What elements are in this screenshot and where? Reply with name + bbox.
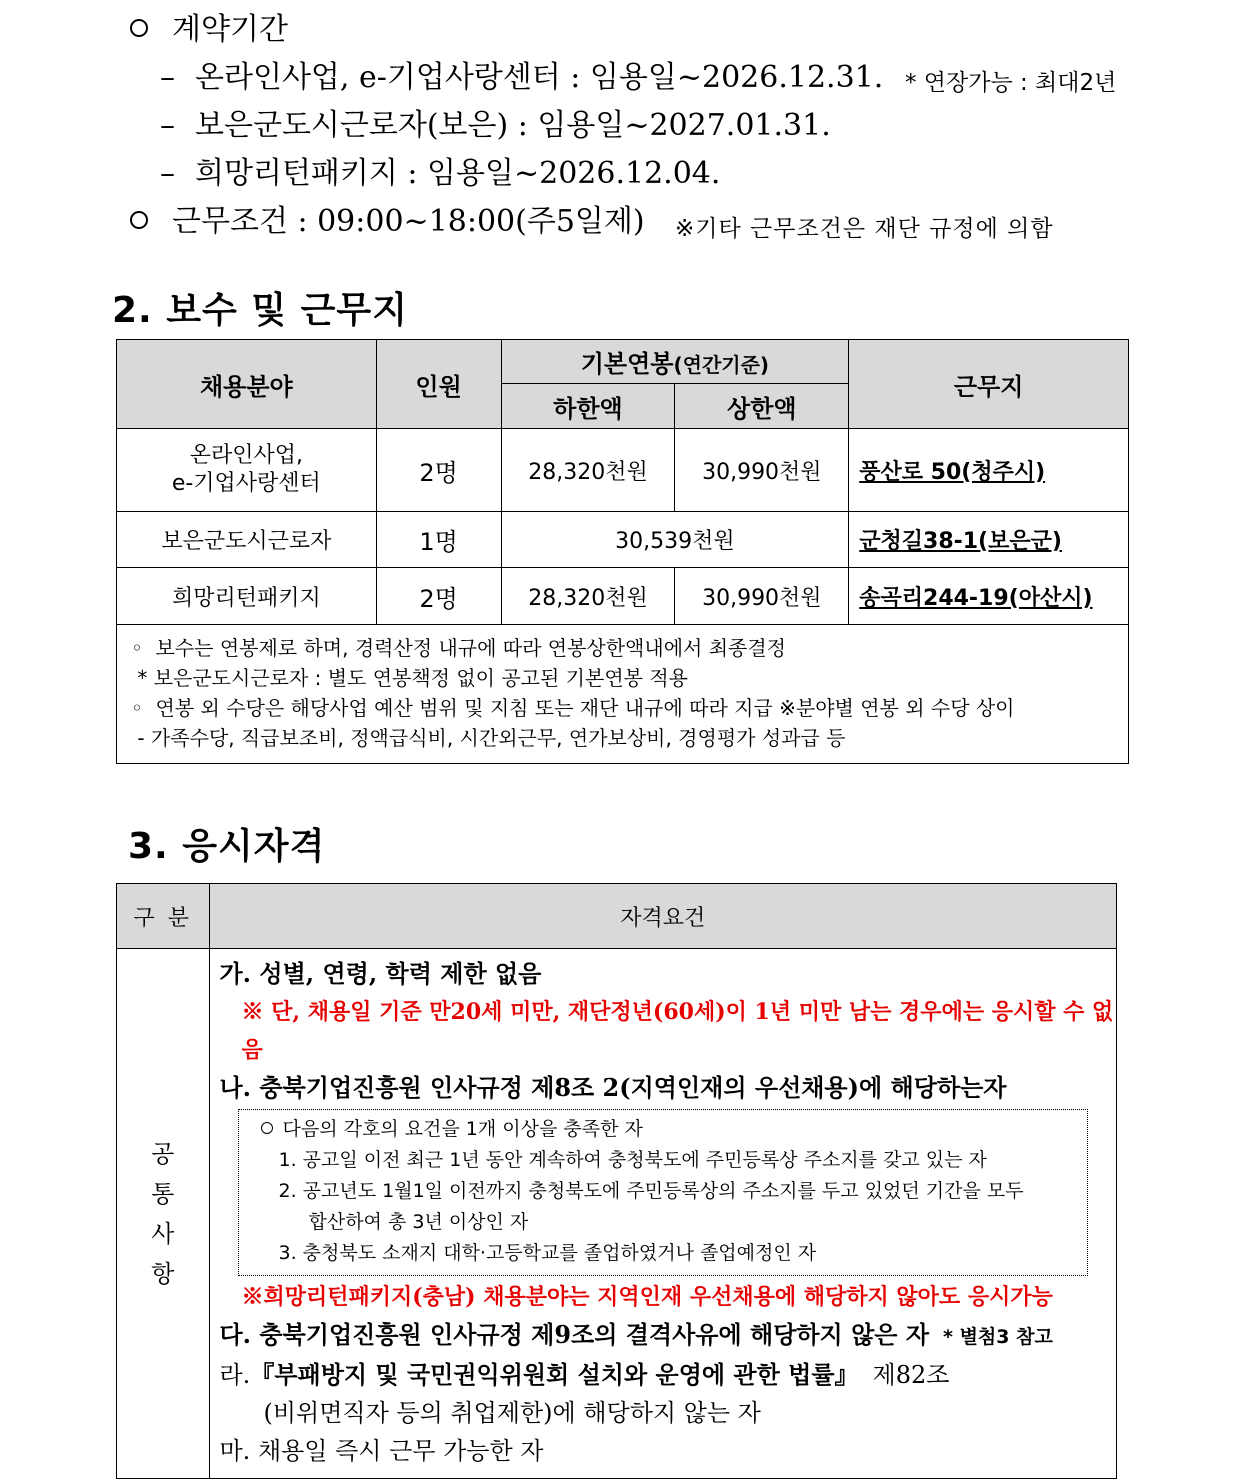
section-title-salary: 2. 보수 및 근무지 — [112, 290, 408, 331]
row-count: 2명 — [376, 429, 501, 512]
hope-return-note: ※희망리턴패키지(충남) 채용분야는 지역인재 우선채용에 해당하지 않아도 응시가능 — [241, 1284, 1053, 1310]
req-ra: 라.『부패방지 및 국민권익위원회 설치와 운영에 관한 법률』 제82조 — [219, 1360, 950, 1389]
extend-note: * 연장가능 : 최대2년 — [905, 70, 1117, 96]
row-place: 풍산로 50(청주시) — [849, 429, 1129, 512]
header-requirements: 자격요건 — [209, 884, 1117, 949]
row-low: 28,320천원 — [501, 568, 675, 625]
table-row — [117, 429, 1129, 512]
req-da: 다. 충북기업진흥원 인사규정 제9조의 결격사유에 해당하지 않은 자 * 별첨3 참고 — [219, 1320, 1053, 1349]
row-salary-merged: 30,539천원 — [501, 512, 849, 568]
row-high: 30,990천원 — [675, 429, 849, 512]
header-high: 상한액 — [675, 384, 849, 429]
contract-item: – 보은군도시근로자(보은) : 임용일~2027.01.31. — [160, 108, 831, 143]
req-ga: 가. 성별, 연령, 학력 제한 없음 — [219, 959, 542, 988]
row-count: 2명 — [376, 568, 501, 625]
header-field: 채용분야 — [117, 340, 377, 429]
row-place: 군청길38-1(보은군) — [849, 512, 1129, 568]
regional-criteria-box: 다음의 각호의 요건을 1개 이상을 충족한 자 1. 공고일 이전 최근 1년 동안 계속하여 충청북도에 주민등록상 주소지를 갖고 있는 자 2. 공고년도 1월1일 이전까지 충청북도에 주민등록상의 주소지를 두고 있었던 기간을 모두 합산하여 총 3년 이상인 자 3. 충청북도 소재지 대학·고등학교를 졸업하였거나 졸업예정인 자 — [238, 1109, 1089, 1276]
circle-bullet-icon — [130, 211, 148, 229]
header-place: 근무지 — [849, 340, 1129, 429]
row-count: 1명 — [376, 512, 501, 568]
work-note: ※기타 근무조건은 재단 규정에 의함 — [675, 216, 1054, 242]
req-ma: 마. 채용일 즉시 근무 가능한 자 — [219, 1437, 544, 1465]
contract-item: – 온라인사업, e-기업사랑센터 : 임용일~2026.12.31. — [160, 60, 884, 95]
header-count: 인원 — [376, 340, 501, 429]
contract-heading: 계약기간 — [130, 10, 288, 50]
section-title-qualification: 3. 응시자격 — [128, 826, 326, 867]
circle-bullet-icon — [130, 19, 148, 37]
age-restriction-note: ※ 단, 채용일 기준 만20세 미만, 재단정년(60세)이 1년 미만 남는 경우에는 응시할 수 없음 — [241, 999, 1114, 1063]
req-ra-cont: (비위면직자 등의 취업제한)에 해당하지 않는 자 — [263, 1399, 761, 1427]
work-condition: 근무조건 : 09:00~18:00(주5일제) — [130, 202, 645, 242]
row-field: 온라인사업, e-기업사랑센터 — [117, 429, 377, 512]
table-row — [117, 512, 1129, 568]
salary-table — [116, 339, 1129, 764]
common-label: 공통사항 — [117, 949, 210, 1479]
row-field: 보은군도시근로자 — [117, 512, 377, 568]
qualification-table — [116, 883, 1117, 1479]
requirements-body — [209, 949, 1117, 1479]
row-field: 희망리턴패키지 — [117, 568, 377, 625]
header-category: 구 분 — [117, 884, 210, 949]
row-high: 30,990천원 — [675, 568, 849, 625]
req-na: 나. 충북기업진흥원 인사규정 제8조 2(지역인재의 우선채용)에 해당하는자 — [219, 1073, 1007, 1102]
row-low: 28,320천원 — [501, 429, 675, 512]
table-row — [117, 568, 1129, 625]
header-salary: 기본연봉(연간기준) — [501, 340, 849, 384]
header-low: 하한액 — [501, 384, 675, 429]
row-place: 송곡리244-19(아산시) — [849, 568, 1129, 625]
contract-item: – 희망리턴패키지 : 임용일~2026.12.04. — [160, 156, 721, 191]
circle-bullet-icon — [261, 1122, 273, 1134]
salary-notes: ◦ 보수는 연봉제로 하며, 경력산정 내규에 따라 연봉상한액내에서 최종결정 * 보은군도시근로자 : 별도 연봉책정 없이 공고된 기본연봉 적용 ◦ 연봉 외 수당은 해당사업 예산 범위 및 지침 또는 재단 내규에 따라 지급 ※분야별 연봉 외 수당 상이 - 가족수당, 직급보조비, 정액급식비, 시간외근무, 연가보상비, 경영평가 성과급 등 — [117, 625, 1129, 764]
